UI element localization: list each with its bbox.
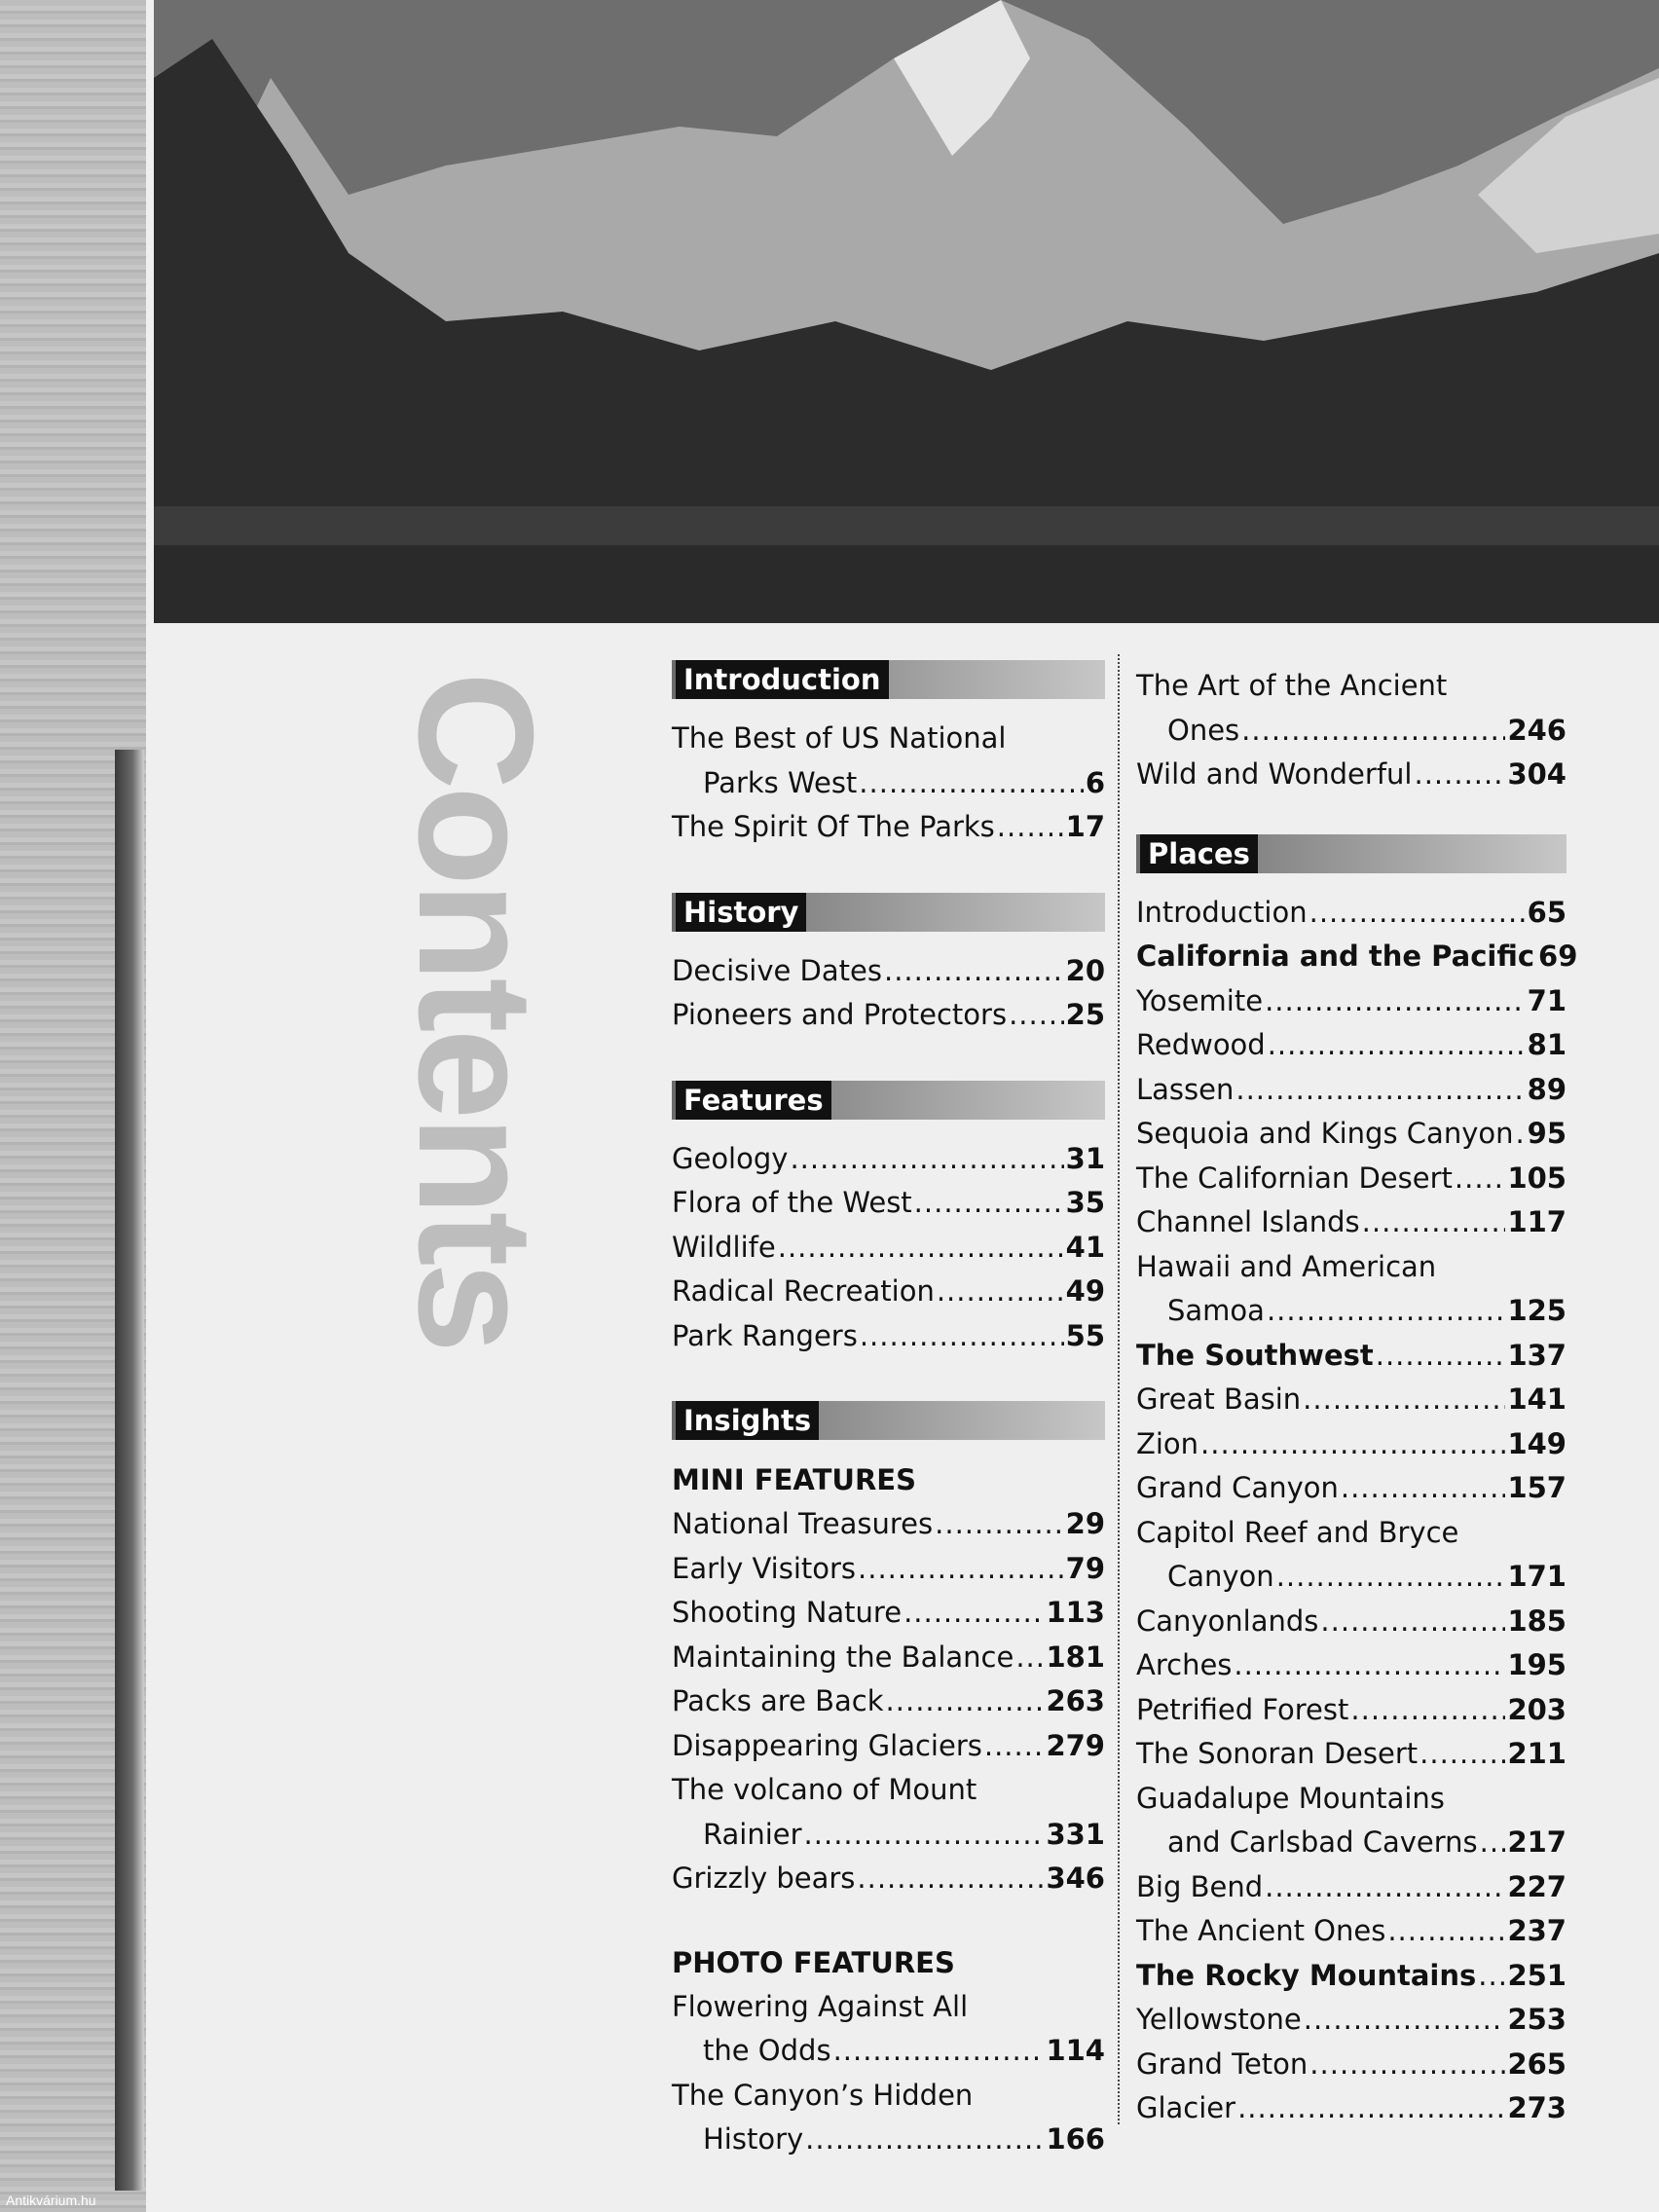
toc-entry-line1[interactable]: Hawaii and American (1136, 1249, 1437, 1283)
toc-entry[interactable] (1136, 1422, 1567, 1467)
page-number: 41 (1065, 1230, 1105, 1264)
entry-title: Ones (1167, 713, 1240, 747)
toc-entry[interactable] (1136, 1998, 1567, 2043)
toc-entry[interactable] (672, 1636, 1105, 1680)
leader-dots (1303, 1378, 1505, 1422)
leader-dots (1376, 1334, 1506, 1379)
toc-entry[interactable] (1136, 1865, 1567, 1910)
entry-title: Grand Teton (1136, 2046, 1309, 2081)
toc-entry[interactable] (1136, 891, 1567, 936)
leader-dots (1350, 1688, 1505, 1733)
mountain-lake-photo (154, 0, 1659, 623)
entry-title: Radical Recreation (672, 1274, 935, 1308)
leader-dots (1276, 1555, 1506, 1600)
entry-title: Shooting Nature (672, 1596, 903, 1629)
toc-entry[interactable] (672, 1314, 1105, 1359)
toc-entry[interactable] (672, 761, 1105, 806)
toc-entry[interactable] (672, 1724, 1105, 1769)
leader-dots (1478, 1954, 1505, 1999)
page-number: 246 (1507, 713, 1567, 747)
entry-title: The Californian Desert (1136, 1161, 1453, 1195)
leader-dots (1414, 753, 1505, 797)
leader-dots (1235, 1068, 1525, 1113)
page-number: 69 (1538, 940, 1578, 973)
leader-dots (833, 2029, 1045, 2074)
toc-entry-line1[interactable]: The Art of the Ancient (1136, 669, 1448, 702)
leader-dots (1362, 1200, 1506, 1245)
section-places (1136, 829, 1567, 873)
leader-dots (1200, 1422, 1505, 1467)
page-number: 181 (1046, 1640, 1105, 1674)
toc-entry[interactable] (1136, 1466, 1567, 1511)
leader-dots (903, 1591, 1044, 1636)
toc-entry[interactable] (672, 2029, 1105, 2074)
toc-entry[interactable] (672, 1857, 1105, 1901)
page-number: 95 (1527, 1117, 1567, 1150)
leader-dots (1268, 1023, 1526, 1068)
page-number: 105 (1507, 1161, 1567, 1195)
toc-column-left (672, 654, 1105, 2162)
section-heading: Insights (676, 1401, 819, 1440)
toc-entry[interactable] (1136, 1068, 1567, 1113)
page-number: 346 (1046, 1862, 1105, 1895)
toc-entry[interactable] (672, 2118, 1105, 2162)
leader-dots (1241, 709, 1505, 754)
leader-dots (997, 805, 1064, 850)
mountain-landscape-image (154, 0, 1659, 623)
toc-entry[interactable] (672, 1591, 1105, 1636)
page-number: 55 (1065, 1318, 1105, 1352)
column-divider (1118, 654, 1120, 2124)
entry-title: Flora of the West (672, 1186, 912, 1219)
entry-title: Samoa (1167, 1294, 1265, 1327)
entry-title: Pioneers and Protectors (672, 998, 1008, 1031)
toc-entry[interactable] (672, 993, 1105, 1038)
page-number: 125 (1507, 1294, 1567, 1327)
entry-title: Geology (672, 1141, 789, 1175)
toc-entry[interactable] (672, 1181, 1105, 1226)
leader-dots (1309, 891, 1526, 936)
entry-title: The Southwest (1136, 1338, 1374, 1372)
leader-dots (1304, 1998, 1506, 2043)
entry-title: Zion (1136, 1426, 1199, 1460)
contents-title-text: Contents (385, 672, 568, 1349)
entry-title: Petrified Forest (1136, 1692, 1349, 1726)
page-number: 49 (1065, 1274, 1105, 1308)
leader-dots (859, 761, 1084, 806)
entry-title: Parks West (703, 765, 858, 799)
page-number: 251 (1507, 1958, 1567, 1992)
entry-title: Wild and Wonderful (1136, 757, 1413, 791)
leader-dots (805, 2118, 1044, 2162)
leader-dots (778, 1226, 1064, 1271)
toc-entry[interactable] (672, 1502, 1105, 1547)
entry-title: and Carlsbad Caverns (1167, 1825, 1478, 1859)
section-heading: Places (1140, 834, 1258, 873)
leader-dots (858, 1547, 1064, 1592)
entry-title: California and the Pacific (1136, 940, 1535, 973)
page-number: 279 (1046, 1728, 1105, 1762)
page-number: 117 (1507, 1205, 1567, 1238)
entry-title: Packs are Back (672, 1684, 884, 1717)
toc-entry-line1[interactable]: The Canyon’s Hidden (672, 2078, 974, 2112)
page-number: 81 (1527, 1028, 1567, 1061)
toc-entry[interactable] (672, 1137, 1105, 1182)
toc-entry[interactable] (672, 949, 1105, 994)
toc-entry[interactable] (1136, 1334, 1567, 1379)
page-number: 20 (1065, 953, 1105, 987)
section-introduction (672, 654, 1105, 699)
page-number: 273 (1507, 2091, 1567, 2124)
toc-entry[interactable] (672, 1679, 1105, 1724)
toc-entry[interactable] (1136, 1112, 1567, 1157)
toc-entry[interactable] (1136, 1688, 1567, 1733)
toc-entry[interactable] (1136, 1821, 1567, 1865)
entry-title: Park Rangers (672, 1318, 858, 1352)
page-number: 113 (1046, 1596, 1105, 1629)
subsection-heading-mini: MINI FEATURES (672, 1463, 916, 1496)
toc-entry[interactable] (672, 1270, 1105, 1314)
leader-dots (884, 949, 1064, 994)
entry-title: Grand Canyon (1136, 1471, 1339, 1504)
leader-dots (914, 1181, 1064, 1226)
entry-title: Canyonlands (1136, 1604, 1319, 1638)
section-heading: History (676, 893, 806, 932)
watermark-text: Antikvárium.hu (6, 2193, 96, 2208)
page-number: 263 (1046, 1684, 1105, 1717)
leader-dots (790, 1137, 1063, 1182)
leader-dots (1234, 1643, 1505, 1688)
page-number: 89 (1527, 1072, 1567, 1106)
toc-entry-line1[interactable]: The volcano of Mount (672, 1773, 977, 1806)
toc-entry[interactable] (1136, 935, 1578, 979)
toc-entry[interactable] (1136, 1643, 1567, 1688)
page-number: 265 (1507, 2046, 1567, 2081)
page-number: 149 (1507, 1426, 1567, 1460)
page-number: 237 (1507, 1914, 1567, 1947)
leader-dots (1265, 1865, 1505, 1910)
page-number: 31 (1065, 1141, 1105, 1175)
toc-entry-line1[interactable]: Capitol Reef and Bryce (1136, 1515, 1459, 1549)
toc-entry[interactable] (1136, 1600, 1567, 1644)
entry-title: History (703, 2122, 804, 2156)
page-number: 195 (1507, 1648, 1567, 1681)
toc-entry[interactable] (672, 1813, 1105, 1858)
page-number: 253 (1507, 2003, 1567, 2036)
entry-title: Great Basin (1136, 1382, 1302, 1416)
contents-title (385, 672, 584, 1349)
section-features (672, 1075, 1105, 1120)
leader-dots (857, 1857, 1044, 1901)
entry-title: The Sonoran Desert (1136, 1737, 1419, 1770)
page-number: 25 (1065, 998, 1105, 1031)
toc-entry-line1[interactable]: Flowering Against All (672, 1989, 969, 2023)
section-insights (672, 1395, 1105, 1440)
toc-entry[interactable] (1136, 709, 1567, 754)
entry-title: Introduction (1136, 895, 1308, 929)
toc-entry[interactable] (1136, 1378, 1567, 1422)
entry-title: Early Visitors (672, 1551, 857, 1585)
leader-dots (1320, 1600, 1505, 1644)
entry-title: Yosemite (1136, 983, 1264, 1017)
toc-column-right (1136, 664, 1578, 2131)
toc-entry[interactable] (672, 805, 1105, 850)
toc-entry[interactable] (672, 1226, 1105, 1271)
leader-dots (1309, 2043, 1505, 2087)
entry-title: The Ancient Ones (1136, 1914, 1386, 1947)
page-number: 71 (1527, 983, 1567, 1017)
toc-entry-line1[interactable]: The Best of US National (672, 721, 1007, 755)
leader-dots (984, 1724, 1045, 1769)
toc-entry[interactable] (672, 1547, 1105, 1592)
page-number: 79 (1065, 1551, 1105, 1585)
page-number: 114 (1046, 2034, 1105, 2067)
entry-title: National Treasures (672, 1507, 934, 1540)
entry-title: Arches (1136, 1648, 1233, 1681)
entry-title: Big Bend (1136, 1869, 1264, 1903)
toc-entry[interactable] (1136, 1023, 1567, 1068)
toc-entry[interactable] (1136, 2043, 1567, 2087)
toc-entry[interactable] (1136, 2086, 1567, 2131)
leader-dots (1480, 1821, 1506, 1865)
entry-title: the Odds (703, 2034, 831, 2067)
entry-title: Rainier (703, 1817, 802, 1851)
leader-dots (886, 1679, 1045, 1724)
entry-title: Canyon (1167, 1560, 1274, 1593)
toc-entry[interactable] (1136, 1157, 1567, 1201)
leader-dots (1015, 1636, 1044, 1680)
page-number: 137 (1507, 1338, 1567, 1372)
entry-title: Redwood (1136, 1028, 1266, 1061)
page-number: 17 (1065, 810, 1105, 843)
leader-dots (1455, 1157, 1506, 1201)
page-number: 171 (1507, 1560, 1567, 1593)
page-number: 217 (1507, 1825, 1567, 1859)
entry-title: Wildlife (672, 1230, 776, 1264)
toc-entry[interactable] (1136, 1954, 1567, 1999)
entry-title: Grizzly bears (672, 1862, 856, 1895)
leader-dots (860, 1314, 1064, 1359)
entry-title: Lassen (1136, 1072, 1235, 1106)
leader-dots (1237, 2086, 1505, 2131)
leader-dots (937, 1270, 1064, 1314)
leader-dots (1009, 993, 1064, 1038)
entry-title: Maintaining the Balance (672, 1640, 1014, 1674)
page-number: 65 (1527, 895, 1567, 929)
toc-entry[interactable] (1136, 1555, 1567, 1600)
toc-entry[interactable] (1136, 753, 1567, 797)
leader-dots (1341, 1466, 1506, 1511)
page-number: 166 (1046, 2122, 1105, 2156)
page-number: 35 (1065, 1186, 1105, 1219)
page-number: 157 (1507, 1471, 1567, 1504)
toc-entry[interactable] (1136, 1909, 1567, 1954)
page-number: 29 (1065, 1507, 1105, 1540)
page-number: 6 (1085, 765, 1105, 799)
subsection-heading-photo: PHOTO FEATURES (672, 1945, 955, 1979)
leader-dots (1419, 1732, 1505, 1777)
section-heading: Introduction (676, 660, 889, 699)
entry-title: Disappearing Glaciers (672, 1728, 982, 1762)
entry-title: Glacier (1136, 2091, 1236, 2124)
page-number: 185 (1507, 1604, 1567, 1638)
toc-entry-line1[interactable]: Guadalupe Mountains (1136, 1781, 1445, 1815)
page-number: 141 (1507, 1382, 1567, 1416)
toc-entry[interactable] (1136, 1200, 1567, 1245)
leader-dots (935, 1502, 1064, 1547)
entry-title: Channel Islands (1136, 1205, 1360, 1238)
page-number: 304 (1507, 757, 1567, 791)
leader-dots (1267, 1289, 1506, 1334)
entry-title: The Rocky Mountains (1136, 1958, 1477, 1992)
entry-title: The Spirit Of The Parks (672, 810, 995, 843)
leader-dots (1265, 979, 1526, 1024)
page-number: 227 (1507, 1869, 1567, 1903)
entry-title: Sequoia and Kings Canyon (1136, 1117, 1514, 1150)
leader-dots (804, 1813, 1045, 1858)
section-heading: Features (676, 1081, 831, 1120)
toc-entry[interactable] (1136, 1732, 1567, 1777)
book-spine-edge (115, 750, 144, 2191)
leader-dots (1515, 1112, 1525, 1157)
page-number: 203 (1507, 1692, 1567, 1726)
toc-entry[interactable] (1136, 979, 1567, 1024)
page-number: 211 (1507, 1737, 1567, 1770)
toc-entry[interactable] (1136, 1289, 1567, 1334)
leader-dots (1387, 1909, 1505, 1954)
entry-title: Yellowstone (1136, 2003, 1302, 2036)
entry-title: Decisive Dates (672, 953, 882, 987)
section-history (672, 887, 1105, 932)
page-number: 331 (1046, 1817, 1105, 1851)
